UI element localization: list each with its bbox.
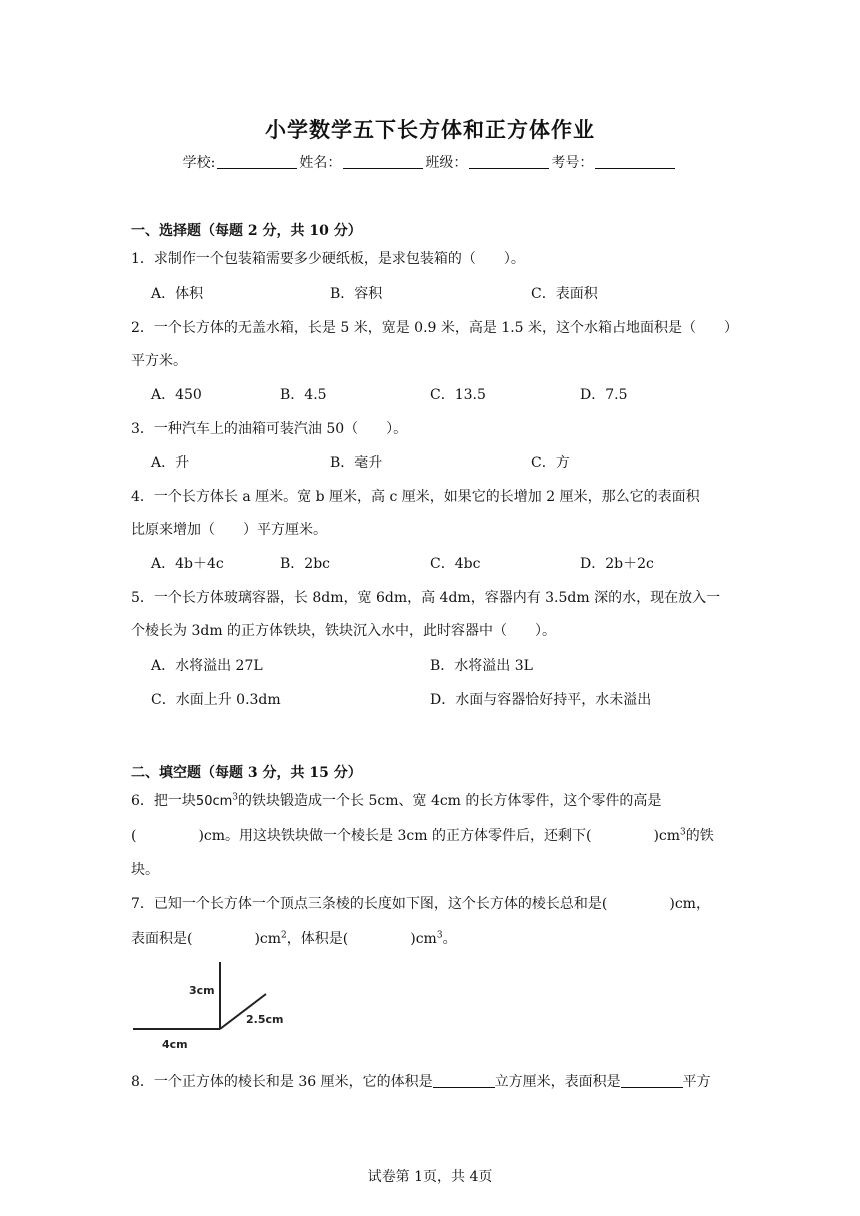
section-1-heading: 一、选择题（每题 2 分，共 10 分） [131, 223, 362, 239]
q4-option-d: D．2b＋2c [580, 556, 654, 572]
q1-option-c: C．表面积 [531, 286, 598, 302]
name-label: 姓名： [299, 155, 342, 171]
student-info-line [0, 152, 860, 172]
q1-option-a: A．体积 [151, 286, 204, 302]
q8-answer-blank-2[interactable] [621, 1073, 683, 1088]
q5-option-b: B．水将溢出 3L [430, 658, 533, 674]
q2-option-a: A．450 [151, 387, 202, 403]
section-2-heading: 二、填空题（每题 3 分，共 15 分） [131, 765, 362, 781]
q2-option-b: B．4.5 [280, 387, 327, 403]
page-footer: 试卷第 1页，共 4页 [367, 1169, 493, 1185]
school-label: 学校: [182, 155, 216, 171]
q1-option-b: B．容积 [330, 286, 383, 302]
question-8: 8．一个正方体的棱长和是 36 厘米，它的体积是 立方厘米，表面积是 平方 [131, 1074, 711, 1090]
question-2-line-1: 2．一个长方体的无盖水箱，长是 5 米，宽是 0.9 米，高是 1.5 米，这个水箱占地面积是（ ） [131, 320, 739, 336]
q5-option-d: D．水面与容器恰好持平，水未溢出 [430, 692, 652, 708]
question-3: 3．一种汽车上的油箱可装汽油 50（ ）。 [131, 421, 408, 437]
length-label: 4cm [162, 1038, 188, 1051]
question-7-line-2: 表面积是( )$cm^2$，体积是( )$cm^3$。 [131, 930, 457, 947]
class-blank [469, 154, 549, 169]
depth-label: 2.5cm [246, 1013, 284, 1026]
exam-no-blank [595, 154, 675, 169]
cuboid-edges-figure [130, 958, 290, 1052]
question-4-line-1: 4．一个长方体长 a 厘米。宽 b 厘米，高 c 厘米，如果它的长增加 2 厘米，那么它的表面积 [131, 489, 700, 505]
question-5-line-2: 个棱长为 3dm 的正方体铁块，铁块沉入水中，此时容器中（ ）。 [131, 623, 557, 639]
class-label: 班级： [425, 155, 468, 171]
q8-answer-blank-1[interactable] [433, 1073, 495, 1088]
question-2-line-2: 平方米。 [131, 353, 187, 369]
q4-option-a: A．4b＋4c [151, 556, 224, 572]
q3-option-b: B．毫升 [330, 455, 383, 471]
question-7-line-1: 7．已知一个长方体一个顶点三条棱的长度如下图，这个长方体的棱长总和是( )cm， [131, 896, 710, 912]
question-6-line-1: 6．把一块$50cm^3$的铁块锻造成一个长 5cm、宽 4cm 的长方体零件，这个零件的高是 [131, 792, 662, 809]
page-title: 小学数学五下长方体和正方体作业 [265, 117, 595, 142]
question-4-line-2: 比原来增加（ ）平方厘米。 [131, 522, 327, 538]
question-5-line-1: 5．一个长方体玻璃容器，长 8dm，宽 6dm，高 4dm，容器内有 3.5dm 深的水，现在放入一 [131, 590, 721, 606]
q5-option-a: A．水将溢出 27L [151, 658, 263, 674]
school-blank [217, 154, 297, 169]
q5-option-c: C．水面上升 0.3dm [151, 692, 281, 708]
q3-option-a: A．升 [151, 455, 190, 471]
question-1: 1．求制作一个包装箱需要多少硬纸板，是求包装箱的（ ）。 [131, 251, 525, 267]
question-6-line-3: 块。 [131, 862, 159, 878]
q2-option-c: C．13.5 [430, 387, 486, 403]
question-6-line-2: ( )cm。用这块铁块做一个棱长是 3cm 的正方体零件后，还剩下( )$cm^3$的铁 [131, 827, 714, 844]
q4-option-b: B．2bc [280, 556, 330, 572]
exam-no-label: 考号： [551, 155, 594, 171]
height-label: 3cm [189, 984, 215, 997]
q3-option-c: C．方 [531, 455, 570, 471]
q4-option-c: C．4bc [430, 556, 481, 572]
name-blank [343, 154, 423, 169]
q2-option-d: D．7.5 [580, 387, 628, 403]
